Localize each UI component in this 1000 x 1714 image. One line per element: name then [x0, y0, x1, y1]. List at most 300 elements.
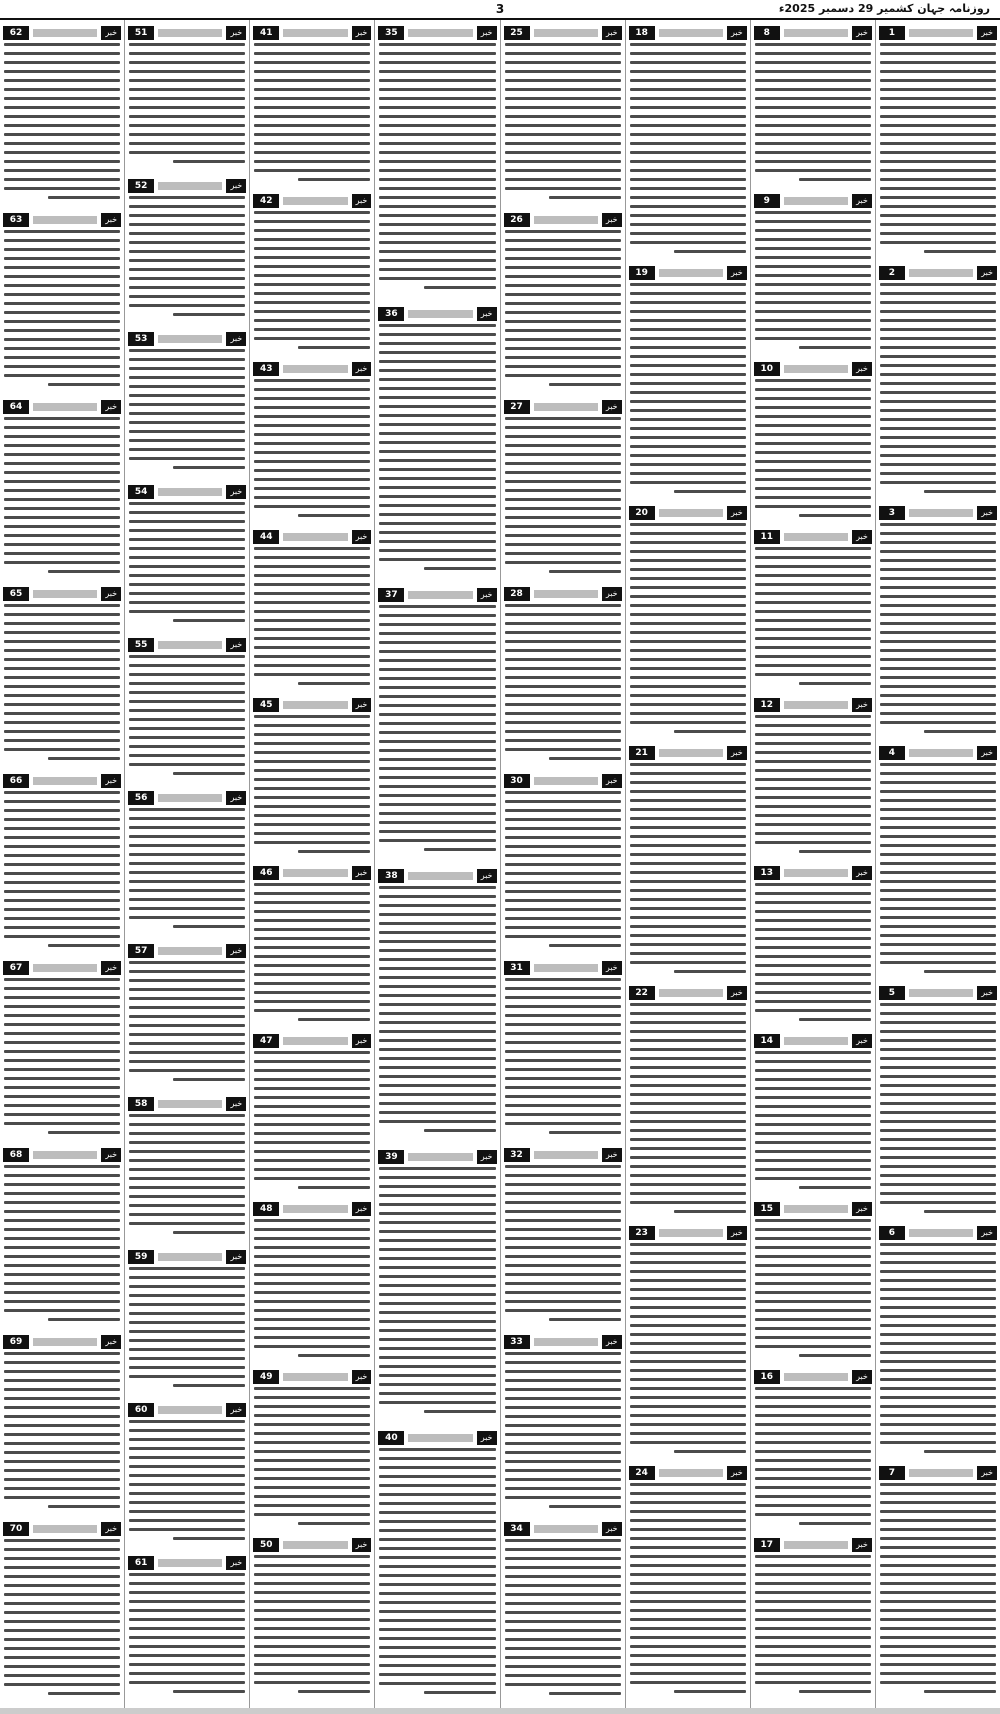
news-kicker: خبر: [602, 961, 622, 975]
news-item-number: 32: [504, 1148, 530, 1162]
text-line: [379, 558, 495, 561]
text-line: [379, 1120, 495, 1123]
text-line: [880, 781, 996, 784]
news-body-text: [754, 1219, 872, 1357]
text-line: [880, 1519, 996, 1522]
news-item: [253, 862, 371, 1030]
text-line: [505, 1665, 621, 1668]
text-line: [630, 559, 746, 562]
text-line: [254, 1414, 370, 1417]
text-line: [4, 1174, 120, 1177]
text-line: [4, 1282, 120, 1285]
text-line: [880, 427, 996, 430]
news-item-header: [504, 961, 622, 975]
text-line: [880, 1396, 996, 1399]
news-body-text: [504, 791, 622, 947]
text-line: [4, 1183, 120, 1186]
text-line: [799, 1690, 871, 1693]
news-item-number: 15: [754, 1202, 780, 1216]
text-line: [129, 1474, 245, 1477]
header-bar: [33, 590, 97, 598]
text-line: [379, 758, 495, 761]
text-line: [799, 1522, 871, 1525]
header-bar: [158, 794, 222, 802]
text-line: [505, 1433, 621, 1436]
text-line: [755, 547, 871, 550]
text-line: [254, 1123, 370, 1126]
news-item-header: [754, 866, 872, 880]
text-line: [129, 916, 245, 919]
text-line: [505, 1104, 621, 1107]
text-line: [254, 1663, 370, 1666]
text-line: [254, 1405, 370, 1408]
text-line: [379, 1383, 495, 1386]
news-item-number: 52: [128, 179, 154, 193]
text-line: [4, 926, 120, 929]
text-line: [755, 1060, 871, 1063]
text-line: [505, 685, 621, 688]
news-body-text: [128, 808, 246, 928]
text-line: [755, 556, 871, 559]
text-line: [4, 917, 120, 920]
text-line: [755, 292, 871, 295]
text-line: [129, 79, 245, 82]
text-line: [254, 70, 370, 73]
news-kicker: خبر: [852, 866, 872, 880]
text-line: [880, 454, 996, 457]
text-line: [505, 1291, 621, 1294]
text-line: [630, 1057, 746, 1060]
text-line: [630, 382, 746, 385]
text-line: [755, 910, 871, 913]
text-line: [254, 628, 370, 631]
text-line: [379, 1230, 495, 1233]
text-line: [505, 498, 621, 501]
text-line: [755, 61, 871, 64]
news-item: [754, 1366, 872, 1534]
text-line: [129, 385, 245, 388]
news-item: [128, 1093, 246, 1246]
text-line: [755, 1504, 871, 1507]
text-line: [379, 369, 495, 372]
text-line: [630, 889, 746, 892]
text-line: [254, 247, 370, 250]
text-line: [254, 805, 370, 808]
text-line: [755, 442, 871, 445]
text-line: [379, 913, 495, 916]
text-line: [129, 1465, 245, 1468]
text-line: [254, 1432, 370, 1435]
text-line: [254, 760, 370, 763]
text-line: [505, 525, 621, 528]
text-line: [129, 1573, 245, 1576]
text-line: [254, 451, 370, 454]
text-line: [755, 1318, 871, 1321]
text-line: [880, 223, 996, 226]
news-item-header: [629, 986, 747, 1000]
text-line: [924, 250, 996, 253]
text-line: [379, 1529, 495, 1532]
text-line: [755, 1495, 871, 1498]
news-kicker: خبر: [226, 1556, 246, 1570]
text-line: [505, 613, 621, 616]
text-line: [298, 682, 370, 685]
news-item-header: [879, 986, 997, 1000]
news-body-text: [128, 1114, 246, 1234]
text-line: [129, 736, 245, 739]
text-line: [4, 1237, 120, 1240]
text-line: [755, 115, 871, 118]
text-line: [379, 1030, 495, 1033]
text-line: [4, 160, 120, 163]
text-line: [880, 1012, 996, 1015]
text-line: [505, 257, 621, 260]
news-item-number: 16: [754, 1370, 780, 1384]
text-line: [298, 1018, 370, 1021]
text-line: [379, 160, 495, 163]
text-line: [755, 379, 871, 382]
text-line: [129, 1276, 245, 1279]
text-line: [755, 1246, 871, 1249]
news-body-text: [754, 1555, 872, 1693]
text-line: [254, 229, 370, 232]
text-line: [48, 570, 120, 573]
news-kicker: خبر: [101, 26, 121, 40]
text-line: [254, 910, 370, 913]
text-line: [129, 1294, 245, 1297]
news-body-text: [629, 43, 747, 253]
text-line: [254, 1504, 370, 1507]
text-line: [630, 1075, 746, 1078]
text-line: [505, 516, 621, 519]
text-line: [379, 1601, 495, 1604]
text-line: [129, 1060, 245, 1063]
text-line: [505, 79, 621, 82]
text-line: [630, 400, 746, 403]
text-line: [424, 1129, 496, 1132]
text-line: [254, 256, 370, 259]
text-line: [630, 808, 746, 811]
news-item-number: 43: [253, 362, 279, 376]
text-line: [755, 841, 871, 844]
news-kicker: خبر: [352, 26, 372, 40]
text-line: [379, 614, 495, 617]
text-line: [505, 890, 621, 893]
text-line: [129, 1663, 245, 1666]
text-line: [630, 1147, 746, 1150]
news-kicker: خبر: [477, 307, 497, 321]
news-item-number: 65: [3, 587, 29, 601]
text-line: [630, 871, 746, 874]
text-line: [254, 964, 370, 967]
text-line: [880, 445, 996, 448]
news-item: [754, 1030, 872, 1198]
text-line: [4, 1397, 120, 1400]
text-line: [630, 541, 746, 544]
news-item: [504, 1518, 622, 1705]
news-kicker: خبر: [852, 1370, 872, 1384]
news-item-header: [128, 1556, 246, 1570]
news-body-text: [378, 605, 496, 851]
text-line: [173, 1231, 245, 1234]
header-bar: [534, 216, 598, 224]
news-item-header: [128, 485, 246, 499]
news-kicker: خبر: [977, 746, 997, 760]
text-line: [379, 477, 495, 480]
news-item: [504, 1331, 622, 1518]
text-line: [630, 241, 746, 244]
text-line: [505, 721, 621, 724]
text-line: [254, 1564, 370, 1567]
text-line: [880, 1003, 996, 1006]
text-line: [630, 472, 746, 475]
news-body-text: [754, 1051, 872, 1189]
text-line: [129, 295, 245, 298]
paper-title: روزنامہ جہان کشمیر 29 دسمبر 2025ء: [778, 2, 990, 15]
text-line: [630, 844, 746, 847]
text-line: [630, 667, 746, 670]
text-line: [254, 796, 370, 799]
news-item-header: [3, 213, 121, 227]
text-line: [4, 1557, 120, 1560]
text-line: [505, 1255, 621, 1258]
header-bar: [784, 1541, 848, 1549]
text-line: [129, 610, 245, 613]
news-kicker: خبر: [352, 1370, 372, 1384]
text-line: [4, 1442, 120, 1445]
text-line: [129, 1042, 245, 1045]
text-line: [880, 1342, 996, 1345]
text-line: [4, 1095, 120, 1098]
text-line: [505, 1647, 621, 1650]
news-body-text: [879, 43, 997, 253]
text-line: [4, 800, 120, 803]
text-line: [379, 1212, 495, 1215]
text-line: [880, 1048, 996, 1051]
text-line: [379, 342, 495, 345]
text-line: [505, 1424, 621, 1427]
news-item-header: [128, 944, 246, 958]
news-column: [875, 20, 1000, 1712]
text-line: [4, 70, 120, 73]
news-body-text: [629, 1003, 747, 1213]
text-line: [254, 1513, 370, 1516]
news-item-number: 1: [879, 26, 905, 40]
news-body-text: [879, 763, 997, 973]
text-line: [505, 1095, 621, 1098]
news-item: [754, 190, 872, 358]
text-line: [755, 388, 871, 391]
text-line: [129, 142, 245, 145]
news-kicker: خبر: [101, 1522, 121, 1536]
text-line: [379, 695, 495, 698]
text-line: [254, 1177, 370, 1180]
text-line: [630, 1351, 746, 1354]
text-line: [129, 106, 245, 109]
text-line: [755, 982, 871, 985]
text-line: [880, 1075, 996, 1078]
text-line: [4, 854, 120, 857]
text-line: [129, 412, 245, 415]
header-bar: [408, 591, 472, 599]
text-line: [254, 43, 370, 46]
text-line: [505, 1201, 621, 1204]
text-line: [4, 534, 120, 537]
text-line: [4, 685, 120, 688]
text-line: [630, 328, 746, 331]
text-line: [924, 730, 996, 733]
news-column: [124, 20, 249, 1712]
text-line: [799, 346, 871, 349]
text-line: [129, 880, 245, 883]
news-item-header: [128, 1403, 246, 1417]
text-line: [505, 908, 621, 911]
news-kicker: خبر: [852, 1034, 872, 1048]
text-line: [630, 1654, 746, 1657]
news-body-text: [504, 417, 622, 573]
text-line: [880, 622, 996, 625]
text-line: [755, 1486, 871, 1489]
text-line: [379, 1664, 495, 1667]
text-line: [379, 486, 495, 489]
text-line: [129, 1339, 245, 1342]
news-body-text: [504, 1165, 622, 1321]
text-line: [755, 928, 871, 931]
text-line: [4, 365, 120, 368]
text-line: [254, 919, 370, 922]
text-line: [755, 79, 871, 82]
news-kicker: خبر: [977, 266, 997, 280]
text-line: [880, 925, 996, 928]
text-line: [379, 396, 495, 399]
text-line: [880, 1243, 996, 1246]
text-line: [505, 329, 621, 332]
text-line: [505, 1014, 621, 1017]
text-line: [129, 232, 245, 235]
news-item: [879, 22, 997, 262]
text-line: [379, 1673, 495, 1676]
text-line: [379, 1655, 495, 1658]
text-line: [880, 667, 996, 670]
text-line: [129, 1438, 245, 1441]
text-line: [755, 505, 871, 508]
text-line: [880, 373, 996, 376]
text-line: [880, 694, 996, 697]
text-line: [505, 1656, 621, 1659]
text-line: [4, 1104, 120, 1107]
text-line: [755, 220, 871, 223]
text-line: [254, 1555, 370, 1558]
text-line: [379, 1185, 495, 1188]
text-line: [4, 1291, 120, 1294]
text-line: [880, 1636, 996, 1639]
text-line: [4, 462, 120, 465]
text-line: [630, 1003, 746, 1006]
text-line: [379, 61, 495, 64]
news-item: [378, 1146, 496, 1427]
text-line: [630, 1342, 746, 1345]
text-line: [505, 694, 621, 697]
text-line: [880, 952, 996, 955]
news-kicker: خبر: [352, 698, 372, 712]
news-kicker: خبر: [727, 746, 747, 760]
text-line: [254, 883, 370, 886]
text-line: [48, 1318, 120, 1321]
news-kicker: خبر: [602, 400, 622, 414]
text-line: [129, 889, 245, 892]
text-line: [630, 61, 746, 64]
text-line: [630, 187, 746, 190]
text-line: [755, 769, 871, 772]
text-line: [379, 1520, 495, 1523]
text-line: [254, 1228, 370, 1231]
text-line: [505, 1228, 621, 1231]
text-line: [48, 1131, 120, 1134]
text-line: [630, 925, 746, 928]
text-line: [379, 522, 495, 525]
news-item-number: 59: [128, 1250, 154, 1264]
text-line: [254, 1441, 370, 1444]
news-item-header: [629, 266, 747, 280]
text-line: [630, 799, 746, 802]
text-line: [755, 106, 871, 109]
news-kicker: خبر: [352, 362, 372, 376]
text-line: [880, 97, 996, 100]
text-line: [880, 61, 996, 64]
text-line: [880, 817, 996, 820]
news-item: [253, 1198, 371, 1366]
text-line: [4, 435, 120, 438]
text-line: [630, 178, 746, 181]
text-line: [755, 883, 871, 886]
text-line: [505, 561, 621, 564]
text-line: [880, 436, 996, 439]
text-line: [379, 468, 495, 471]
news-body-text: [128, 196, 246, 316]
news-kicker: خبر: [226, 1403, 246, 1417]
text-line: [880, 934, 996, 937]
text-line: [630, 133, 746, 136]
text-line: [379, 767, 495, 770]
news-item-number: 31: [504, 961, 530, 975]
text-line: [505, 748, 621, 751]
text-line: [4, 872, 120, 875]
text-line: [4, 996, 120, 999]
text-line: [630, 1405, 746, 1408]
text-line: [755, 1345, 871, 1348]
text-line: [129, 754, 245, 757]
header-bar: [158, 335, 222, 343]
text-line: [254, 655, 370, 658]
text-line: [755, 823, 871, 826]
news-kicker: خبر: [852, 1538, 872, 1552]
text-line: [880, 142, 996, 145]
text-line: [4, 239, 120, 242]
text-line: [4, 1566, 120, 1569]
text-line: [4, 748, 120, 751]
text-line: [129, 1501, 245, 1504]
text-line: [755, 337, 871, 340]
header-bar: [784, 365, 848, 373]
text-line: [254, 1150, 370, 1153]
text-line: [505, 1113, 621, 1116]
news-item-number: 64: [3, 400, 29, 414]
text-line: [4, 230, 120, 233]
text-line: [129, 871, 245, 874]
text-line: [880, 1573, 996, 1576]
header-bar: [534, 1338, 598, 1346]
news-body-text: [253, 715, 371, 853]
